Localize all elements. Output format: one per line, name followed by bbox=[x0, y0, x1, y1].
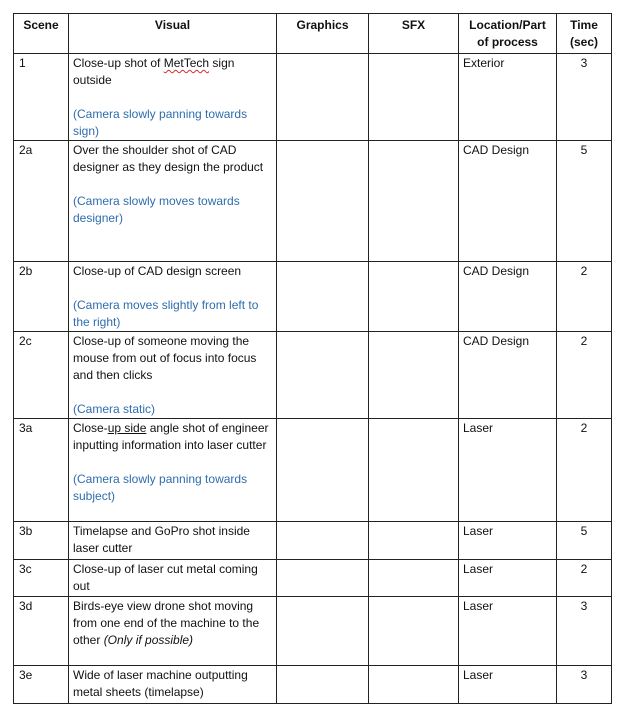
location-cell: CAD Design bbox=[459, 332, 557, 419]
graphics-cell bbox=[277, 666, 369, 704]
header-time-line2: (sec) bbox=[569, 35, 598, 49]
visual-text: Birds-eye view drone shot moving from one end of the machine to the other bbox=[73, 599, 260, 647]
visual-cell bbox=[69, 54, 277, 141]
header-sfx: SFX bbox=[369, 14, 459, 54]
visual-cell bbox=[69, 597, 277, 666]
table-row bbox=[14, 666, 612, 704]
location-cell: CAD Design bbox=[459, 141, 557, 262]
graphics-cell bbox=[277, 54, 369, 141]
scene-cell: 3d bbox=[14, 597, 69, 666]
header-visual: Visual bbox=[69, 14, 277, 54]
scene-cell: 2b bbox=[14, 262, 69, 332]
scene-cell: 3b bbox=[14, 522, 69, 560]
time-cell: 2 bbox=[557, 419, 612, 522]
location-cell: Laser bbox=[459, 522, 557, 560]
visual-cell: Wide of laser machine outputting metal sheets (timelapse) bbox=[69, 666, 277, 704]
header-graphics: Graphics bbox=[277, 14, 369, 54]
time-cell: 3 bbox=[557, 666, 612, 704]
shot-list-table bbox=[13, 13, 612, 704]
graphics-cell bbox=[277, 332, 369, 419]
visual-cell bbox=[69, 419, 277, 522]
visual-text: Close- bbox=[73, 421, 108, 435]
camera-note: (Camera slowly panning towards subject) bbox=[73, 472, 248, 503]
location-cell: Laser bbox=[459, 560, 557, 597]
time-cell: 2 bbox=[557, 262, 612, 332]
visual-text: Close-up shot of bbox=[73, 56, 164, 70]
visual-text: sign outside bbox=[73, 56, 235, 87]
sfx-cell bbox=[369, 54, 459, 141]
time-cell: 5 bbox=[557, 141, 612, 262]
location-cell: Laser bbox=[459, 666, 557, 704]
header-scene: Scene bbox=[14, 14, 69, 54]
graphics-cell bbox=[277, 597, 369, 666]
location-cell: Laser bbox=[459, 597, 557, 666]
time-cell: 5 bbox=[557, 522, 612, 560]
sfx-cell bbox=[369, 597, 459, 666]
sfx-cell bbox=[369, 141, 459, 262]
sfx-cell bbox=[369, 419, 459, 522]
visual-text: Close-up of someone moving the mouse from out of focus into focus and then clicks bbox=[73, 334, 257, 382]
header-location-line2: of process bbox=[477, 35, 538, 49]
table-row bbox=[14, 332, 612, 419]
visual-cell: Timelapse and GoPro shot inside laser cutter bbox=[69, 522, 277, 560]
visual-text: Close-up of CAD design screen bbox=[73, 264, 242, 278]
visual-text: Over the shoulder shot of CAD designer as they design the product bbox=[73, 143, 264, 174]
scene-cell: 3e bbox=[14, 666, 69, 704]
time-cell: 3 bbox=[557, 597, 612, 666]
table-row bbox=[14, 560, 612, 597]
time-cell: 2 bbox=[557, 332, 612, 419]
location-cell: CAD Design bbox=[459, 262, 557, 332]
header-location bbox=[459, 14, 557, 54]
scene-cell: 3a bbox=[14, 419, 69, 522]
graphics-cell bbox=[277, 419, 369, 522]
sfx-cell bbox=[369, 262, 459, 332]
sfx-cell bbox=[369, 522, 459, 560]
brand-name-text: MetTech bbox=[163, 56, 210, 70]
time-cell: 2 bbox=[557, 560, 612, 597]
visual-italic-text: (Only if possible) bbox=[103, 633, 194, 647]
graphics-cell bbox=[277, 522, 369, 560]
camera-note: (Camera static) bbox=[73, 402, 156, 416]
scene-cell: 1 bbox=[14, 54, 69, 141]
camera-note: (Camera slowly panning towards sign) bbox=[73, 107, 248, 138]
scene-cell: 2a bbox=[14, 141, 69, 262]
visual-cell bbox=[69, 262, 277, 332]
visual-text: angle shot of engineer inputting information into laser cutter bbox=[73, 421, 269, 452]
header-time-line1: Time bbox=[570, 18, 598, 32]
visual-cell: Close-up of laser cut metal coming out bbox=[69, 560, 277, 597]
sfx-cell bbox=[369, 666, 459, 704]
graphics-cell bbox=[277, 262, 369, 332]
table-row bbox=[14, 419, 612, 522]
time-cell: 3 bbox=[557, 54, 612, 141]
table-row bbox=[14, 141, 612, 262]
scene-cell: 2c bbox=[14, 332, 69, 419]
sfx-cell bbox=[369, 560, 459, 597]
visual-cell bbox=[69, 332, 277, 419]
header-location-line1: Location/Part bbox=[469, 18, 546, 32]
visual-cell bbox=[69, 141, 277, 262]
table-row bbox=[14, 262, 612, 332]
location-cell: Exterior bbox=[459, 54, 557, 141]
scene-cell: 3c bbox=[14, 560, 69, 597]
header-row bbox=[14, 14, 612, 54]
camera-note: (Camera moves slightly from left to the right) bbox=[73, 298, 259, 329]
table-row bbox=[14, 597, 612, 666]
graphics-cell bbox=[277, 560, 369, 597]
sfx-cell bbox=[369, 332, 459, 419]
header-time bbox=[557, 14, 612, 54]
table-row bbox=[14, 54, 612, 141]
graphics-cell bbox=[277, 141, 369, 262]
camera-note: (Camera slowly moves towards designer) bbox=[73, 194, 240, 225]
table-row bbox=[14, 522, 612, 560]
location-cell: Laser bbox=[459, 419, 557, 522]
underlined-text: up side bbox=[107, 421, 147, 435]
